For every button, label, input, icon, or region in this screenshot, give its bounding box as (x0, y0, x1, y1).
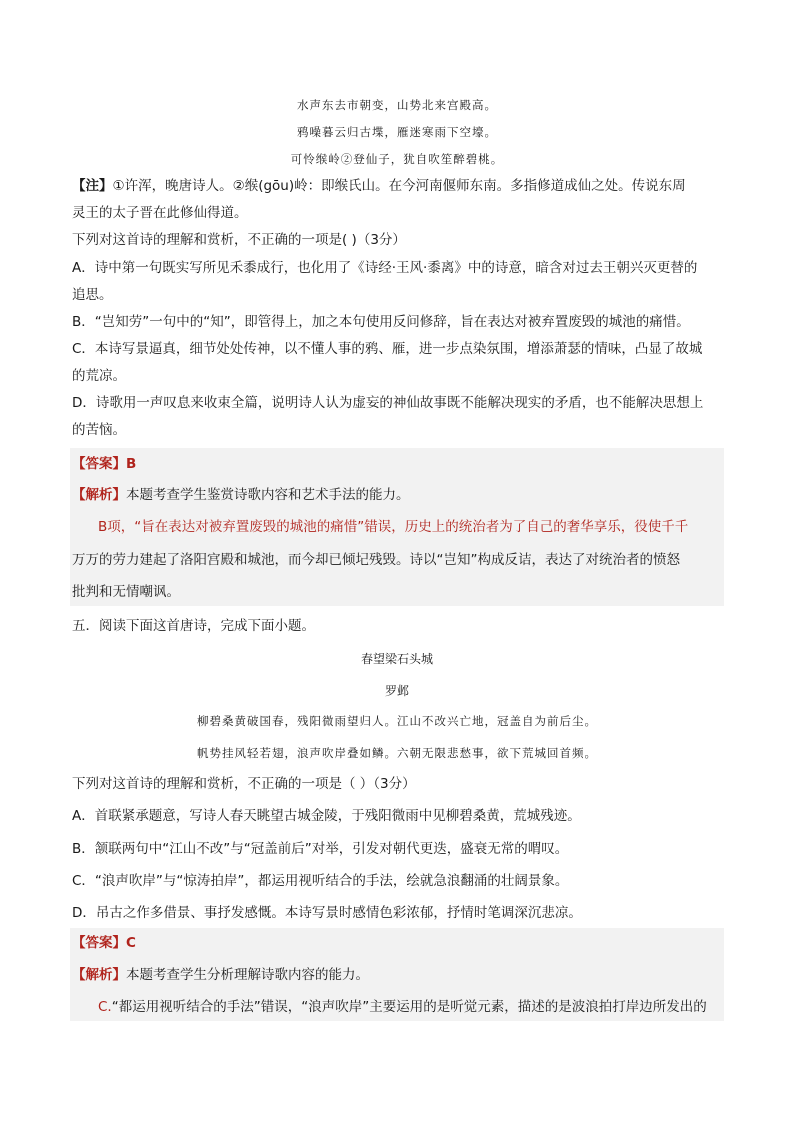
analysis-detail-red: C. (98, 999, 112, 1015)
note-line-2: 灵王的太子晋在此修仙得道。 (72, 205, 248, 221)
q1-option-d-line-2: 的苦恼。 (72, 422, 126, 438)
answer-value: B (126, 456, 137, 472)
analysis-1-detail-2: 万万的劳力建起了洛阳宫殿和城池，而今却已倾圮残毁。诗以“岂知”构成反诘，表达了对统治者的愤怒 (72, 552, 680, 568)
note-tag: 【注】 (72, 178, 113, 194)
q2-option-d: D．吊古之作多借景、事抒发感慨。本诗写景时感情色彩浓郁，抒情时笔调深沉悲凉。 (72, 905, 582, 921)
poem1-line-3: 可怜缑岭②登仙子，犹自吹笙醉碧桃。 (290, 152, 504, 166)
q2-option-c: C．“浪声吹岸”与“惊涛拍岸”，都运用视听结合的手法，绘就急浪翻涌的壮阔景象。 (72, 873, 569, 889)
q1-option-b: B．“岂知劳”一句中的“知”，即管得上，加之本句使用反问修辞，旨在表达对被弃置废毁的城池的痛惜。 (72, 314, 690, 330)
q1-stem: 下列对这首诗的理解和赏析，不正确的一项是( )（3分） (72, 232, 406, 248)
q1-option-c-line-2: 的荒凉。 (72, 368, 126, 384)
analysis-2 (72, 967, 728, 983)
answer-1 (72, 456, 728, 472)
answer-value: C (126, 935, 136, 951)
analysis-2-detail (98, 999, 726, 1015)
note-line-1 (72, 178, 728, 194)
analysis-1 (72, 487, 728, 503)
analysis-text: 本题考查学生分析理解诗歌内容的能力。 (126, 967, 369, 983)
analysis-detail-text: “都运用视听结合的手法”错误，“浪声吹岸”主要运用的是听觉元素，描述的是波浪拍打岸边所发出的 (111, 999, 707, 1015)
poem2-title: 春望梁石头城 (360, 652, 433, 666)
poem2-author: 罗邺 (384, 684, 409, 698)
q1-option-a-line-1: A．诗中第一句既实写所见禾黍成行，也化用了《诗经·王风·黍离》中的诗意，暗含对过去王朝兴灭更替的 (72, 260, 698, 276)
answer-label: 【答案】 (72, 935, 126, 951)
analysis-1-detail-3: 批判和无情嘲讽。 (72, 584, 180, 600)
answer-label: 【答案】 (72, 456, 126, 472)
answer-2 (72, 935, 728, 951)
analysis-detail-red: B项，“旨在表达对被弃置废毁的城池的痛惜”错误，历史上的统治者为了自己的奢华享乐，役使千千 (98, 519, 689, 535)
analysis-text: 本题考查学生鉴赏诗歌内容和艺术手法的能力。 (126, 487, 410, 503)
analysis-1-detail-1 (98, 519, 754, 535)
q2-stem: 下列对这首诗的理解和赏析，不正确的一项是（ ）（3分） (72, 776, 416, 792)
analysis-label: 【解析】 (72, 967, 126, 983)
poem1-line-2: 鸦噪暮云归古堞，雁迷寒雨下空壕。 (297, 125, 497, 139)
analysis-label: 【解析】 (72, 487, 126, 503)
q1-option-c-line-1: C．本诗写景逼真，细节处处传神，以不懂人事的鸦、雁，进一步点染氛围，增添萧瑟的情味，凸显了故城 (72, 341, 703, 357)
poem1-line-1: 水声东去市朝变，山势北来宫殿高。 (297, 98, 497, 112)
q1-option-d-line-1: D．诗歌用一声叹息来收束全篇，说明诗人认为虚妄的神仙故事既不能解决现实的矛盾，也不能解决思想上 (72, 395, 704, 411)
q1-option-a-line-2: 追思。 (72, 287, 113, 303)
poem2-line-2: 帆势挂风轻若翅，浪声吹岸叠如鳞。六朝无限悲愁事，欲下荒城回首频。 (197, 746, 597, 760)
poem2-line-1: 柳碧桑黄破国春，残阳微雨望归人。江山不改兴亡地，冠盖自为前后尘。 (197, 714, 597, 728)
q2-option-b: B．颔联两句中“江山不改”与“冠盖前后”对举，引发对朝代更迭，盛衰无常的喟叹。 (72, 841, 569, 857)
note-text-1: ①许浑，晚唐诗人。②缑(gōu)岭：即缑氏山。在今河南偃师东南。多指修道成仙之处。传说东周 (112, 178, 686, 194)
q2-option-a: A．首联紧承题意，写诗人春天眺望古城金陵，于残阳微雨中见柳碧桑黄，荒城残迹。 (72, 808, 581, 824)
section-5-heading: 五．阅读下面这首唐诗，完成下面小题。 (72, 618, 315, 634)
